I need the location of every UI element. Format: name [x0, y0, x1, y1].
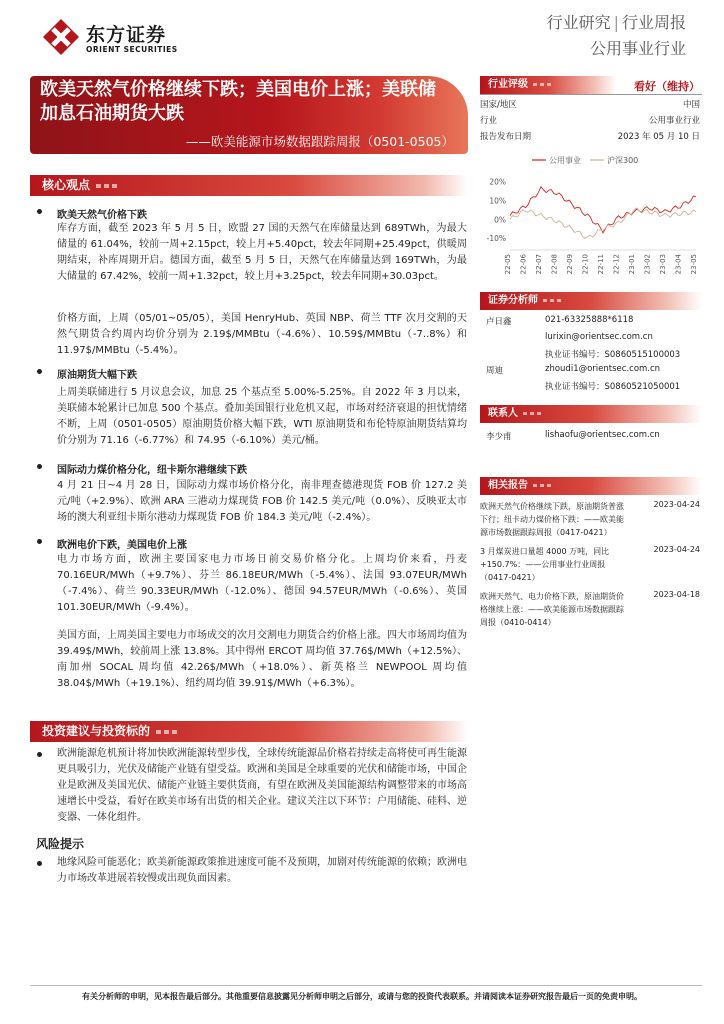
- x-tick-label: 22-12: [612, 254, 621, 275]
- heading-dots-icon: [533, 83, 551, 86]
- performance-chart: [480, 150, 702, 285]
- x-tick-label: 23-01: [628, 254, 636, 275]
- core-view-label: 核心观点: [42, 178, 91, 192]
- x-tick-label: 22-09: [566, 254, 574, 275]
- risk-paragraph: [57, 855, 467, 887]
- investment-paragraph: [57, 746, 467, 826]
- x-tick-label: 22-05: [504, 254, 512, 275]
- investment-label: 投资建议与投资标的: [42, 724, 151, 738]
- paragraph: 上周美联储进行 5 月议息会议，加息 25 个基点至 5.00%-5.25%。自 2022 年 3 月以来，美联储本轮累计已加息 500 个基点。叠加美国银行业危机又起，市场对经济衰退的担忧情绪不断，上周（0501-0505）原油期货价格大幅下跌，WTI 原油期货和布伦特原油期货结算均价分别为 71.16（-6.77%）和 74.95（-6.10%）美元/桶。: [57, 387, 467, 446]
- risk-text: 地缘风险可能恶化；欧美新能源政策推进速度可能不及预期，加剧对传统能源的依赖；欧洲电力市场改革进展若较慢或出现负面因素。: [57, 857, 467, 884]
- bullet-dot-icon: [37, 539, 42, 544]
- report-type-2: 行业周报: [621, 13, 686, 32]
- contact-name: 李少甫: [486, 432, 512, 442]
- bullet-heading: [57, 536, 187, 551]
- x-tick-label: 22-10: [581, 254, 590, 275]
- heading-dots-icon: [156, 730, 178, 734]
- related-report-date: 2023-04-18: [653, 590, 700, 599]
- report-category: 行业研究 | 行业周报 公用事业行业: [547, 10, 686, 62]
- x-tick-label: 22-07: [535, 254, 543, 275]
- bullet-heading: [57, 366, 137, 381]
- y-tick-label: 10%: [489, 196, 506, 206]
- meta-key: 行业: [480, 116, 498, 126]
- series-line: [510, 208, 696, 239]
- analyst-cert: 执业证书编号：S0860515100003: [545, 350, 681, 360]
- related-report-date: 2023-04-24: [653, 545, 700, 554]
- meta-key: 报告发布日期: [480, 132, 532, 142]
- industry-name: 公用事业行业: [589, 39, 686, 58]
- orient-logo-icon: [42, 18, 80, 56]
- divider: [480, 94, 702, 95]
- bullet-dot-icon: [37, 752, 42, 757]
- series-line: [510, 187, 696, 233]
- contact-label-bar: [480, 405, 702, 423]
- logo-en-text: ORIENT SECURITIES: [86, 45, 178, 54]
- paragraph: 美国方面，上周美国主要电力市场成交的次月交割电力期货合约价格上涨。四大市场周均值为 39.49$/MWh，较前周上涨 13.8%。其中得州 ERCOT 周均值 37.76$/MWh（+12.5%）、南加州 SOCAL 周均值 42.26$/MWh（+18.0%）、新英格兰 NEWPOOL 周均值 38.04$/MWh（+19.1%）、纽约周均值 39.91$/MWh（+6.3%）。: [57, 630, 467, 689]
- related-label: 相关报告: [488, 480, 528, 491]
- analyst-email[interactable]: lurixin@orientsec.com.cn: [545, 332, 653, 342]
- y-tick-label: 20%: [489, 177, 506, 187]
- x-tick-label: 22-08: [550, 254, 559, 275]
- footer-divider: [30, 985, 702, 986]
- heading-dots-icon: [533, 484, 551, 487]
- report-type-1: 行业研究: [546, 13, 611, 32]
- paragraph: 电力市场方面，欧洲主要国家电力市场日前交易价格分化。上周均价来看，丹麦 70.16EUR/MWh（+9.7%）、芬兰 86.18EUR/MWh（-5.4%）、法国 93.07EUR/MWh（-7.4%）、荷兰 90.33EUR/MWh（-12.0%）、德国 94.57EUR/MWh（-0.6%）、英国 101.30EUR/MWh（-9.4%）。: [57, 554, 467, 613]
- bullet-dot-icon: [37, 464, 42, 469]
- related-report-link[interactable]: 3 月煤炭进口量超 4000 万吨，同比+150.7%：——公用事业行业周报（0417-0421）: [480, 547, 610, 582]
- y-tick-label: 0%: [494, 215, 506, 225]
- bullet-text: 原油期货大幅下跌: [57, 370, 137, 381]
- report-subtitle: ——欧美能源市场数据跟踪周报（0501-0505）: [185, 134, 454, 149]
- analyst-cert: 执业证书编号：S0860521050001: [545, 382, 681, 392]
- paragraph: 4 月 21 日~4 月 28 日，国际动力煤市场价格分化，南非理查德港现货 FOB 价 127.2 美元/吨（+2.9%）、欧洲 ARA 三港动力煤现货 FOB 价 142.5 美元/吨（0.0%）、反映亚太市场的澳大利亚纽卡斯尔港动力煤现货 FOB 价 184.3 美元/吨（-2.4%）。: [57, 480, 467, 523]
- bullet-dot-icon: [37, 861, 42, 866]
- company-logo: [42, 18, 192, 58]
- bullet-text: 国际动力煤价格分化，纽卡斯尔港继续下跌: [57, 465, 247, 476]
- logo-cn-text: 东方证券: [86, 24, 167, 46]
- related-report-link[interactable]: 欧洲天然气、电力价格下跌，原油期货价格继续上涨：——欧美能源市场数据跟踪周报（0410-0414）: [480, 592, 624, 627]
- bullet-heading: [57, 206, 147, 221]
- analyst-phone: 021-63325888*6118: [545, 315, 634, 325]
- analysts-label: 证券分析师: [488, 295, 538, 306]
- y-tick-label: -10%: [486, 234, 506, 244]
- analyst-name: 周迪: [486, 366, 504, 376]
- meta-value: 公用事业行业: [648, 116, 700, 126]
- title-banner: [30, 76, 468, 154]
- bullet-heading: [57, 461, 247, 476]
- footer-disclaimer: 有关分析师的申明，见本报告最后部分。其他重要信息披露见分析师申明之后部分，或请与您的投资代表联系。并请阅读本证券研究报告最后一页的免责申明。: [82, 992, 642, 1001]
- x-tick-label: 23-04: [674, 254, 683, 275]
- analyst-name: 卢日鑫: [486, 317, 512, 327]
- meta-key: 国家/地区: [480, 100, 517, 110]
- heading-dots-icon: [523, 412, 541, 415]
- rating-label-bar: [480, 76, 616, 94]
- x-tick-label: 23-05: [690, 254, 698, 275]
- analysts-label-bar: [480, 292, 702, 310]
- rating-value: 看好（维持）: [634, 80, 700, 93]
- x-tick-label: 23-03: [659, 254, 667, 275]
- legend-label: 公用事业: [549, 156, 581, 165]
- investment-heading: [30, 721, 468, 742]
- x-tick-label: 22-06: [519, 254, 528, 275]
- contact-email[interactable]: lishaofu@orientsec.com.cn: [545, 430, 660, 440]
- rating-label: 行业评级: [488, 79, 528, 90]
- meta-value: 2023 年 05 月 10 日: [617, 132, 700, 142]
- paragraph: 价格方面，上周（05/01~05/05），美国 HenryHub、英国 NBP、荷兰 TTF 次月交割的天然气期货合约周内均价分别为 2.19$/MMBtu（-4.6%）、10.59$/MMBtu（-7..8%）和 11.97$/MMBtu（-5.4%）。: [57, 313, 467, 356]
- heading-dots-icon: [543, 299, 561, 302]
- bullet-text: 欧洲电价下跌，美国电价上涨: [57, 540, 187, 551]
- risk-heading: 风险提示: [36, 837, 85, 851]
- contact-label: 联系人: [488, 408, 518, 419]
- bullet-text: 欧美天然气价格下跌: [57, 210, 147, 221]
- investment-text: 欧洲能源危机预计将加快欧洲能源转型步伐，全球传统能源品价格若持续走高将使可再生能源更具吸引力，光伏及储能产业链有望受益。欧洲和美国是全球重要的光伏和储能市场，中国企业是欧洲及美国光伏、储能产业链主要供货商，有望在欧洲及美国能源结构调整带来的市场高速增长中受益，看好在欧美市场有出货的相关企业。建议关注以下环节：户用储能、硅料、逆变器、一体化组件。: [57, 748, 467, 823]
- x-tick-label: 23-02: [643, 254, 652, 275]
- core-view-heading: [30, 175, 468, 196]
- analyst-email[interactable]: zhoudi1@orientsec.com.cn: [545, 364, 661, 374]
- meta-value: 中国: [682, 100, 700, 110]
- paragraph: 库存方面，截至 2023 年 5 月 5 日，欧盟 27 国的天然气在库储量达到 689TWh，为最大储量的 61.04%，较前一周+2.15pct，较上月+5.40pct，较去年同期+25.49pct，供暖周期结束，补库周期开启。德国方面，截至 5 月 5 日，天然气在库储量达到 169TWh，为最大储量的 67.42%，较前一周+1.32pct，较上月+3.25pct，较去年同期+30.03pct。: [57, 223, 467, 282]
- x-tick-label: 22-11: [597, 254, 605, 275]
- heading-dots-icon: [96, 184, 118, 188]
- report-title: 欧美天然气价格继续下跌；美国电价上涨；美联储加息石油期货大跌: [40, 79, 436, 124]
- related-report-link[interactable]: 欧洲天然气价格继续下跌，原油期货普涨下行；纽卡动力煤价格下跌：——欧美能源市场数据跟踪周报（0417-0421）: [480, 502, 624, 537]
- related-label-bar: [480, 477, 702, 495]
- related-report-date: 2023-04-24: [653, 500, 700, 509]
- legend-label: 沪深300: [607, 156, 639, 165]
- bullet-dot-icon: [37, 369, 42, 374]
- bullet-dot-icon: [37, 209, 42, 214]
